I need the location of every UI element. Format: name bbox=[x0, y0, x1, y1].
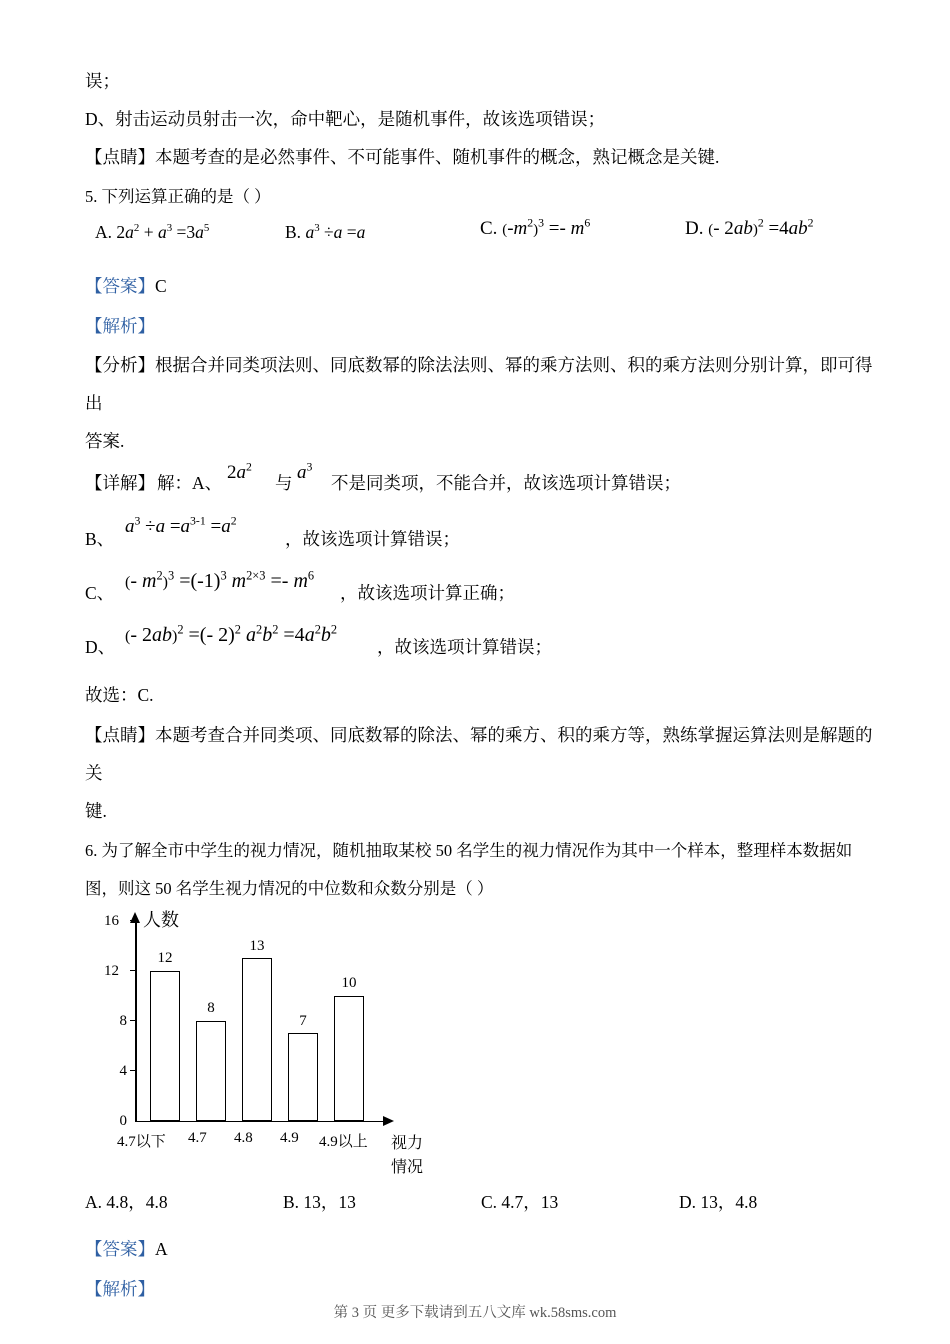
x-cat-label-4: 4.9以上 bbox=[319, 1134, 368, 1150]
bar-4.8 bbox=[242, 958, 272, 1121]
dianjing-5-label: 【点睛】 bbox=[85, 725, 155, 745]
bar-4.9-above bbox=[334, 996, 364, 1121]
question-5-answer bbox=[85, 266, 875, 306]
q6-answer-value: A bbox=[155, 1239, 168, 1259]
step-d-expr: (- 2ab)$^2$ =(- 2)$^2$ $a^2b^2 =4a^2b^2$ bbox=[125, 622, 338, 646]
x-axis bbox=[135, 1121, 385, 1123]
q6-answer-label: 【答案】 bbox=[85, 1239, 155, 1259]
bar-4.9 bbox=[288, 1033, 318, 1121]
bar-value-12: 12 bbox=[157, 950, 173, 966]
xiangjie-label: 【详解】 bbox=[85, 473, 155, 493]
y-tick-label-16: 16 bbox=[104, 913, 119, 929]
q6-choice-c: C. 4.7，13 bbox=[481, 1192, 559, 1212]
y-tick-label-12: 12 bbox=[104, 963, 119, 979]
question-5-xiangjie bbox=[85, 460, 875, 512]
question-6-choices bbox=[85, 1189, 875, 1229]
question-6-stem-line1: 6. 为了解全市中学生的视力情况，随机抽取某校 50 名学生的视力情况作为其中一个样本，整理样本数据如 bbox=[85, 841, 853, 860]
x-axis-title-line1: 视力 bbox=[391, 1135, 424, 1152]
step-b-expr: $a^3 \div a =a^{3-1} =a^2$ bbox=[125, 514, 237, 537]
bar-value-10: 10 bbox=[341, 975, 357, 991]
option-d: D. (- $2ab)^2 =4ab^2$ bbox=[685, 216, 814, 239]
y-tick-12 bbox=[130, 970, 136, 971]
q6-choice-b: B. 13，13 bbox=[283, 1192, 356, 1212]
question-6-stem-line2: 图，则这 50 名学生视力情况的中位数和众数分别是（ ） bbox=[85, 879, 494, 898]
xiangjie-expr-1: $2a^2$ bbox=[227, 460, 252, 483]
answer-label: 【答案】 bbox=[85, 276, 155, 296]
q6-choice-d: D. 13，4.8 bbox=[679, 1192, 758, 1212]
bar-value-13: 13 bbox=[249, 938, 265, 954]
step-c-expr: (- $m^2)^3 =(-1)^3$ $m^{2\times 3} =- m^6$ bbox=[125, 568, 315, 592]
bar-4.7-below bbox=[150, 971, 180, 1121]
option-c: C. $(-m^2)^3 =- m^6$ bbox=[480, 216, 591, 239]
question-5-step-d bbox=[85, 620, 875, 674]
dianjing-5-text: 本题考查合并同类项、同底数幂的除法、幂的乘方、积的乘方等，熟练掌握运算法则是解题的关 bbox=[85, 725, 873, 783]
y-tick-label-4: 4 bbox=[119, 1063, 127, 1079]
xiangjie-expr-2: $a^3$ bbox=[297, 460, 313, 483]
document-content bbox=[85, 62, 875, 1309]
y-tick-label-0: 0 bbox=[119, 1113, 127, 1129]
x-cat-label-2: 4.8 bbox=[234, 1130, 253, 1146]
x-cat-label-1: 4.7 bbox=[188, 1130, 207, 1146]
question-5-step-c bbox=[85, 566, 875, 620]
step-d-label: D、 bbox=[85, 637, 116, 657]
question-5-fenxi-2: 答案. bbox=[85, 431, 125, 451]
answer-value: C bbox=[155, 276, 167, 296]
text-line-wu: 误； bbox=[85, 71, 120, 91]
question-6-answer bbox=[85, 1229, 875, 1269]
option-a: A. $2a^2 + a^3 =3a^5$ bbox=[95, 222, 210, 242]
fenxi-text: 根据合并同类项法则、同底数幂的除法法则、幂的乘方法则、积的乘方法则分别计算，即可得出 bbox=[85, 355, 873, 413]
dianjing-text: 本题考查的是必然事件、不可能事件、随机事件的概念，熟记概念是关键. bbox=[155, 147, 720, 167]
step-d-tail: ，故该选项计算错误； bbox=[377, 637, 552, 657]
question-6-analysis-label: 【解析】 bbox=[85, 1279, 155, 1299]
text-line-option-d: D、射击运动员射击一次，命中靶心，是随机事件，故该选项错误； bbox=[85, 109, 606, 129]
bar-value-8: 8 bbox=[207, 1000, 215, 1016]
question-5-stem: 5. 下列运算正确的是（ ） bbox=[85, 187, 271, 206]
step-b-tail: ，故该选项计算错误； bbox=[285, 529, 460, 549]
x-axis-arrow-icon bbox=[383, 1116, 394, 1126]
xiangjie-mid: 与 bbox=[275, 473, 293, 493]
question-5-step-b bbox=[85, 512, 875, 566]
y-tick-8 bbox=[130, 1020, 136, 1021]
xiangjie-tail: 不是同类项，不能合并，故该选项计算错误； bbox=[331, 473, 681, 493]
xiangjie-lead: 解：A、 bbox=[157, 473, 223, 493]
question-5-dianjing bbox=[85, 716, 875, 792]
y-axis-title: 人数 bbox=[143, 910, 179, 930]
question-5-conclusion: 故选：C. bbox=[85, 685, 154, 705]
y-tick-label-8: 8 bbox=[119, 1013, 127, 1029]
x-cat-label-3: 4.9 bbox=[280, 1130, 299, 1146]
x-cat-label-0: 4.7以下 bbox=[117, 1134, 166, 1150]
x-axis-title-line2: 情况 bbox=[391, 1159, 424, 1176]
step-c-tail: ，故该选项计算正确； bbox=[340, 583, 515, 603]
option-b: B. $a^3 \div a =a$ bbox=[285, 222, 366, 242]
step-c-label: C、 bbox=[85, 583, 115, 603]
y-axis-arrow-icon bbox=[130, 912, 140, 923]
bar-4.7 bbox=[196, 1021, 226, 1121]
y-tick-4 bbox=[130, 1070, 136, 1071]
page-footer: 第 3 页 更多下载请到五八文库 wk.58sms.com bbox=[333, 1305, 617, 1321]
fenxi-label: 【分析】 bbox=[85, 355, 155, 375]
bar-value-7: 7 bbox=[299, 1013, 307, 1029]
question-5-dianjing-2: 键. bbox=[85, 801, 107, 821]
dianjing-label: 【点睛】 bbox=[85, 147, 155, 167]
text-line-dianjing-4 bbox=[85, 138, 875, 176]
y-tick-16 bbox=[130, 920, 136, 921]
question-5-fenxi bbox=[85, 346, 875, 422]
q6-choice-a: A. 4.8，4.8 bbox=[85, 1192, 168, 1212]
question-5-options bbox=[85, 216, 875, 262]
question-5-analysis-label: 【解析】 bbox=[85, 316, 155, 336]
y-axis bbox=[135, 922, 137, 1122]
step-b-label: B、 bbox=[85, 529, 115, 549]
eyesight-bar-chart bbox=[95, 910, 495, 1179]
